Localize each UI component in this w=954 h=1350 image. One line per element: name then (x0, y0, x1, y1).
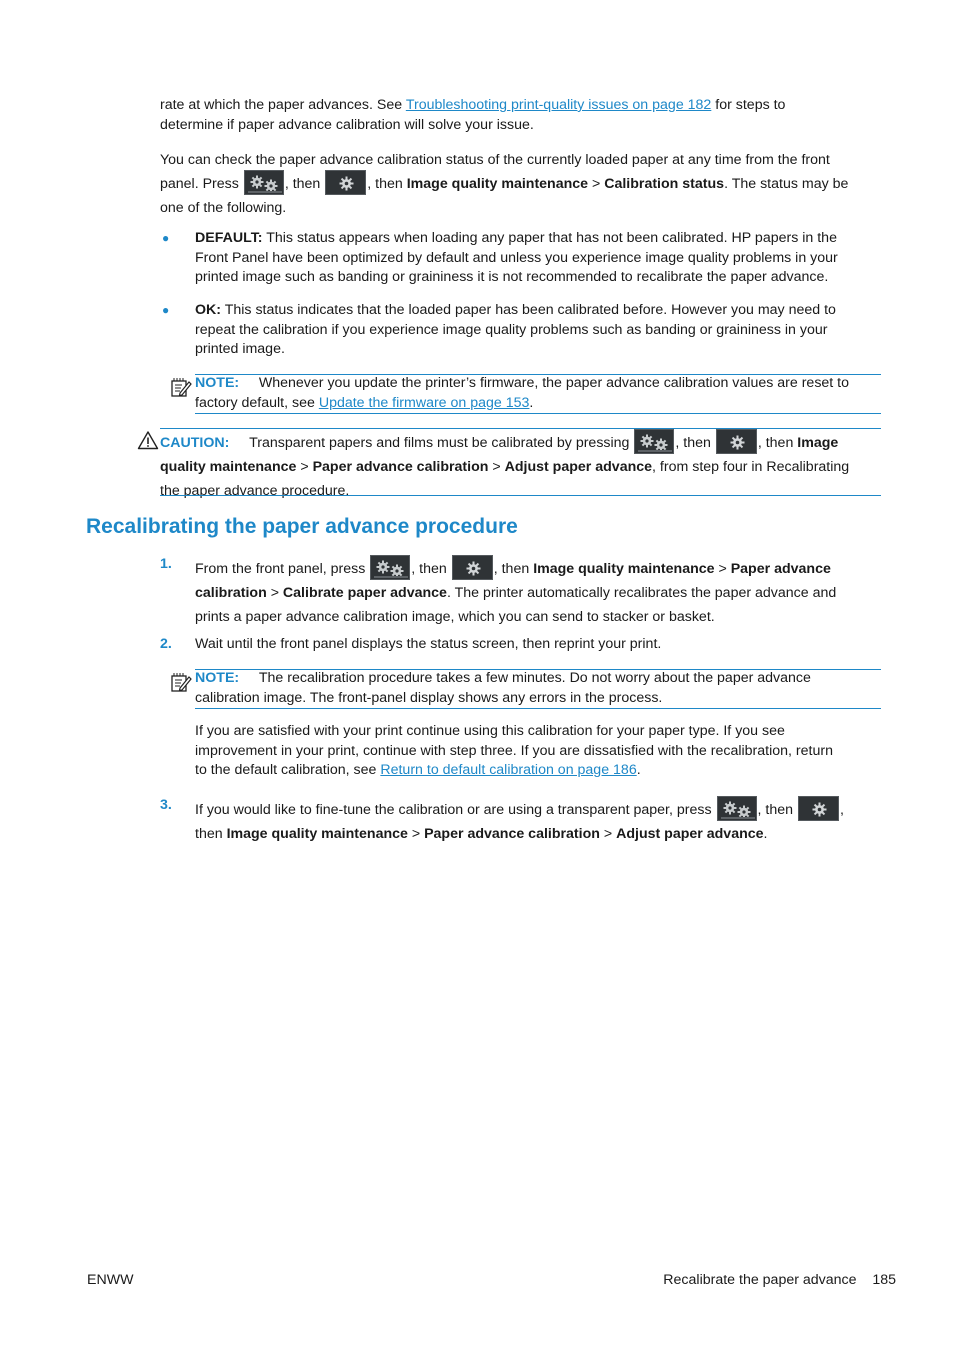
step-text: If you would like to fine-tune the calibration or are using a transparent paper, press (195, 802, 716, 818)
intro-text: You can check the paper advance calibration status of the currently loaded paper at any time from the front (160, 152, 830, 168)
note-firmware (195, 374, 849, 413)
caution-text: the paper advance procedure. (160, 483, 350, 499)
menu-path-item: Adjust paper advance (616, 826, 764, 842)
intro-text: for steps to (711, 97, 786, 113)
intro-text: , then (284, 176, 325, 192)
step-text: then (195, 826, 227, 842)
step-1 (195, 557, 836, 629)
menu-path-item: Calibrate paper advance (282, 585, 447, 601)
bullet-text: repeat the calibration if you experience image quality problems such as banding or graininess in your (195, 321, 828, 338)
intro-text: determine if paper advance calibration will solve your issue. (160, 116, 534, 133)
bullet-text: This status appears when loading any paper that has not been calibrated. HP papers in the (262, 230, 837, 246)
intro-text: , then (367, 176, 407, 192)
settings-menu-icon (370, 555, 410, 580)
settings-menu-icon (717, 796, 757, 821)
status-label: DEFAULT: (195, 230, 263, 246)
link-return-default-calibration[interactable]: Return to default calibration on page 186 (380, 762, 637, 778)
step-text: . (763, 826, 768, 842)
note-text: Whenever you update the printer’s firmware, the paper advance calibration values are reset to (258, 375, 850, 391)
path-separator: > (407, 826, 425, 842)
step-text: , (839, 802, 844, 818)
gear-icon (325, 170, 366, 195)
bullet-marker: ● (162, 231, 170, 245)
path-separator: > (488, 459, 505, 475)
caution-transparent-papers (160, 431, 849, 503)
gear-icon (452, 555, 493, 580)
menu-path-item: calibration (195, 585, 267, 601)
menu-path-item: Image (797, 435, 839, 451)
page-number: 185 (872, 1272, 896, 1288)
caution-icon (137, 430, 159, 450)
step-text: , then (757, 802, 797, 818)
menu-path-item: Paper advance (730, 561, 831, 577)
menu-path-item: Image quality maintenance (533, 561, 715, 577)
step-text: If you are satisfied with your print continue using this calibration for your paper type. If you see (195, 723, 785, 739)
intro-text: one of the following. (160, 200, 287, 216)
step-2 (195, 635, 661, 655)
intro-text: . The status may be (724, 176, 849, 192)
step-number: 2. (160, 636, 172, 652)
section-heading: Recalibrating the paper advance procedure (86, 515, 518, 538)
step-text: to the default calibration, see (195, 762, 381, 778)
footer-right (663, 1271, 896, 1291)
settings-menu-icon (244, 170, 284, 195)
bullet-ok (195, 301, 836, 360)
path-separator: > (714, 561, 731, 577)
status-label: OK: (195, 302, 222, 318)
caution-text: , then (675, 435, 715, 451)
step-text: , then (493, 561, 534, 577)
note-bottom-rule (195, 708, 881, 709)
menu-path-item: Paper advance calibration (312, 459, 489, 475)
step-text: . (636, 762, 641, 778)
path-separator: > (296, 459, 313, 475)
note-recalibration (195, 669, 811, 708)
footer-left: ENWW (87, 1272, 134, 1288)
menu-path-item: quality maintenance (160, 459, 297, 475)
bullet-text: printed image. (195, 341, 285, 357)
link-troubleshooting-print-quality[interactable]: Troubleshooting print-quality issues on page 182 (405, 97, 712, 113)
settings-menu-icon (634, 429, 674, 454)
caution-text: , from step four in Recalibrating (652, 459, 850, 475)
step-text: improvement in your print, continue with step three. If you are dissatisfied with the recalibration, return (195, 742, 833, 759)
caution-text: , then (757, 435, 798, 451)
note-icon (170, 671, 192, 693)
note-text: . (529, 394, 534, 411)
footer-section-title: Recalibrate the paper advance (663, 1272, 857, 1288)
intro-text: rate at which the paper advances. See (160, 97, 406, 113)
link-update-firmware[interactable]: Update the firmware on page 153 (318, 394, 530, 411)
menu-path-item: Paper advance calibration (424, 826, 600, 842)
step-text: From the front panel, press (195, 561, 370, 577)
bullet-text: printed image such as banding or graininess it is not recommended to recalibrate the paper advance. (195, 269, 829, 285)
note-icon (170, 376, 192, 398)
step-number: 1. (160, 556, 172, 572)
path-separator: > (599, 826, 617, 842)
caution-top-rule (160, 428, 881, 429)
gear-icon (798, 796, 839, 821)
intro-text: panel. Press (160, 176, 243, 192)
intro-paragraph-2 (160, 148, 848, 220)
caution-label: CAUTION: (160, 435, 230, 451)
caution-bottom-rule (160, 495, 881, 496)
note-label: NOTE: (195, 670, 240, 686)
bullet-default (195, 229, 838, 288)
step-text: Wait until the front panel displays the status screen, then reprint your print. (195, 636, 662, 652)
step-text: . The printer automatically recalibrates the paper advance and (446, 585, 837, 601)
gear-icon (716, 429, 757, 454)
bullet-text: Front Panel have been optimized by default and unless you experience image quality problems in your (195, 249, 838, 266)
note-text: factory default, see (195, 394, 319, 411)
path-separator: > (588, 176, 605, 192)
menu-path-item: Image quality maintenance (226, 826, 408, 842)
menu-path-item: Adjust paper advance (504, 459, 653, 475)
note-bottom-rule (195, 413, 881, 414)
step-text: prints a paper advance calibration image, which you can send to stacker or basket. (195, 609, 715, 625)
menu-path-item: Image quality maintenance (406, 176, 589, 192)
note-text: The recalibration procedure takes a few minutes. Do not worry about the paper advance (258, 670, 811, 686)
step-text: , then (411, 561, 451, 577)
path-separator: > (266, 585, 283, 601)
note-text: calibration image. The front-panel display shows any errors in the process. (195, 689, 663, 706)
intro-paragraph-1 (160, 96, 785, 135)
step-number: 3. (160, 797, 172, 813)
step-3 (195, 798, 844, 846)
step-2-paragraph (195, 722, 833, 781)
menu-path-item: Calibration status (604, 176, 725, 192)
bullet-marker: ● (162, 303, 170, 317)
caution-text: Transparent papers and films must be calibrated by pressing (249, 435, 634, 451)
bullet-text: This status indicates that the loaded paper has been calibrated before. However you may need to (221, 302, 836, 318)
note-label: NOTE: (195, 375, 240, 391)
